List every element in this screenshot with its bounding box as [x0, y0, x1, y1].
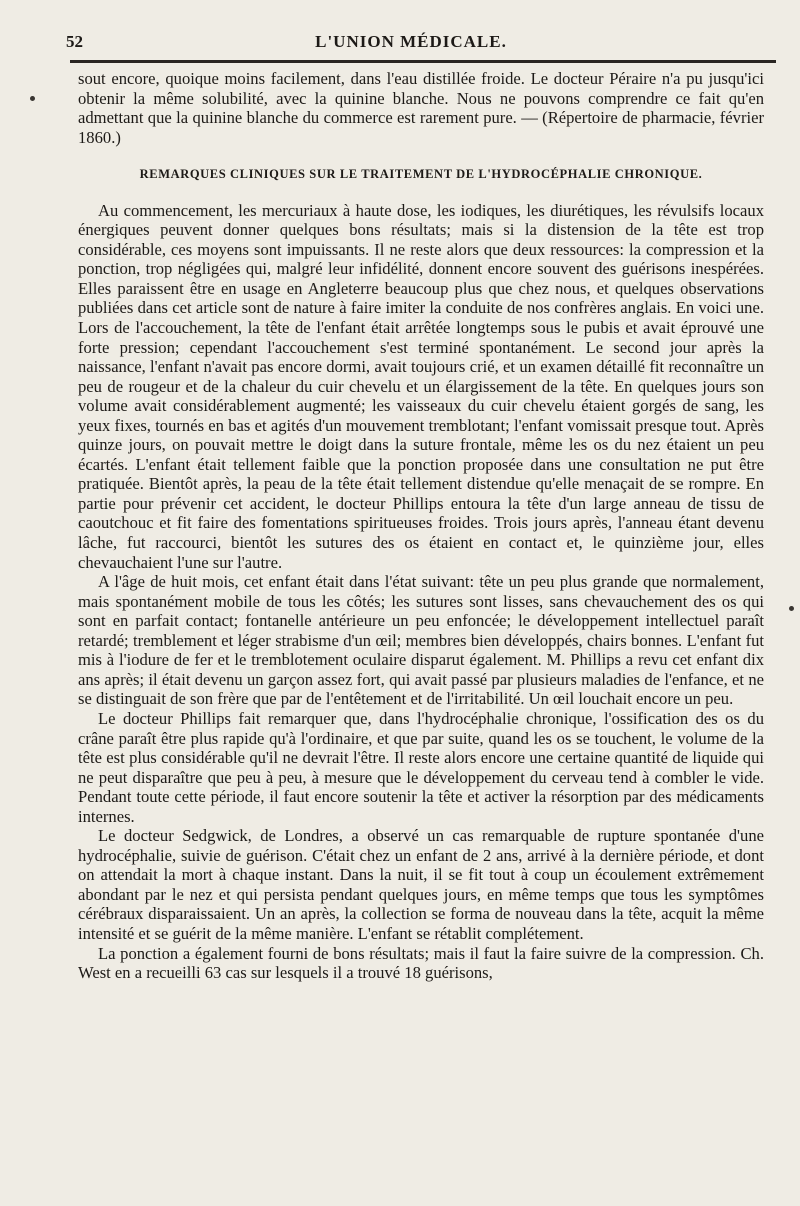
header-rule	[70, 60, 776, 63]
section-title: REMARQUES CLINIQUES SUR LE TRAITEMENT DE L'HYDROCÉPHALIE CHRONIQUE.	[139, 167, 703, 182]
intro-paragraph: sout encore, quoique moins facilement, dans l'eau distillée froide. Le docteur Péraire n'a pu jusqu'ici obtenir la même solubilité, avec la quinine blanche. Nous ne pouvons comprendre ce fait qu'en admettant que la quinine blanche du commerce est rarement pure. — (Répertoire de pharmacie, février 1860.)	[78, 69, 764, 147]
article-body	[78, 69, 764, 983]
body-paragraph: La ponction a également fourni de bons résultats; mais il faut la faire suivre de la compression. Ch. West en a recueilli 63 cas sur lesquels il a trouvé 18 guérisons,	[78, 943, 764, 983]
page-number: 52	[66, 32, 83, 51]
body-paragraph: Le docteur Sedgwick, de Londres, a observé un cas remarquable de rupture spontanée d'une hydrocéphalie, suivie de guérison. C'était chez un enfant de 2 ans, arrivé à la dernière période, et dont on attendait la mort à chaque instant. Dans la nuit, il se fit tout à coup un écoulement extrêmement abondant par le nez et qui persista pendant quelques jours, en même temps que tous les symptômes cérébraux disparaissaient. Un an après, la collection se forma de nouveau dans la tête, acquit la même intensité et se guérit de la même manière. L'enfant se rétablit complétement.	[78, 826, 764, 943]
body-paragraph: A l'âge de huit mois, cet enfant était dans l'état suivant: tête un peu plus grande que normalement, mais spontanément mobile de tous les côtés; les sutures sont lisses, sans chevauchement des os qui sont en parfait contact; fontanelle antérieure un peu enfoncée; le développement intellectuel paraît retardé; tremblement et léger strabisme d'un œil; membres bien développés, chairs bonnes. L'enfant fut mis à l'iodure de fer et le tremblotement oculaire disparut également. M. Phillips a revu cet enfant dix ans après; il était devenu un garçon assez fort, qui avait passé par plusieurs maladies de l'enfance, et ne se distinguait de son frère que par de l'entêtement et de l'irritabilité. Un œil louchait encore un peu.	[78, 572, 764, 709]
margin-ink-spot	[789, 606, 794, 611]
body-paragraph: Au commencement, les mercuriaux à haute dose, les iodiques, les diurétiques, les révulsifs locaux énergiques peuvent donner quelques bons résultats; mais si la distension de la tête est trop considérable, ces moyens sont impuissants. Il ne reste alors que deux ressources: la compression et la ponction, trop négligées qui, malgré leur infidélité, donnent encore souvent des guérisons inespérées. Elles paraissent être en usage en Angleterre beaucoup plus que chez nous, et quelques observations publiées dans cet article sont de nature à faire imiter la conduite de nos confrères anglais. En voici une. Lors de l'accouchement, la tête de l'enfant était arrêtée longtemps sous le pubis et avait éprouvé une forte pression; cependant l'accouchement s'est terminé spontanément. Le second jour après la naissance, l'enfant n'avait pas encore dormi, avait toujours crié, et un examen détaillé fit reconnaître un peu de rougeur et de la chaleur du cuir chevelu et un élargissement de la tête. En quelques jours son volume avait considérablement augmenté; les vaisseaux du cuir chevelu étaient gorgés de sang, les yeux fixes, tournés en bas et agités d'un mouvement tremblotant; l'enfant vomissait presque tout. Après quinze jours, on pouvait mettre le doigt dans la suture frontale, même les os du nez étaient un peu écartés. L'enfant était tellement faible que la ponction proposée dans une consultation ne put être pratiquée. Bientôt après, la peau de la tête était tellement distendue qu'elle menaçait de se rompre. En partie pour prévenir cet accident, le docteur Phillips entoura la tête d'un large anneau de tissu de caoutchouc et fit faire des fomentations spiritueuses froides. Trois jours après, l'anneau étant devenu lâche, fut raccourci, bientôt les sutures des os étaient en contact et, le quinzième jour, elles chevauchaient l'une sur l'autre.	[78, 200, 764, 572]
body-paragraph: Le docteur Phillips fait remarquer que, dans l'hydrocéphalie chronique, l'ossification des os du crâne paraît être plus rapide qu'à l'ordinaire, et que par suite, quand les os se touchent, le volume de la tête est plus considérable qu'il ne devrait l'être. Il reste alors encore une certaine quantité de liquide qui ne peut disparaître que peu à peu, à mesure que le développement du cerveau tend à combler le vide. Pendant toute cette période, il faut encore soutenir la tête et activer la résorption par des médicaments internes.	[78, 708, 764, 826]
running-title: L'UNION MÉDICALE.	[315, 32, 507, 51]
running-header	[66, 28, 764, 54]
margin-ink-spot	[30, 96, 35, 101]
